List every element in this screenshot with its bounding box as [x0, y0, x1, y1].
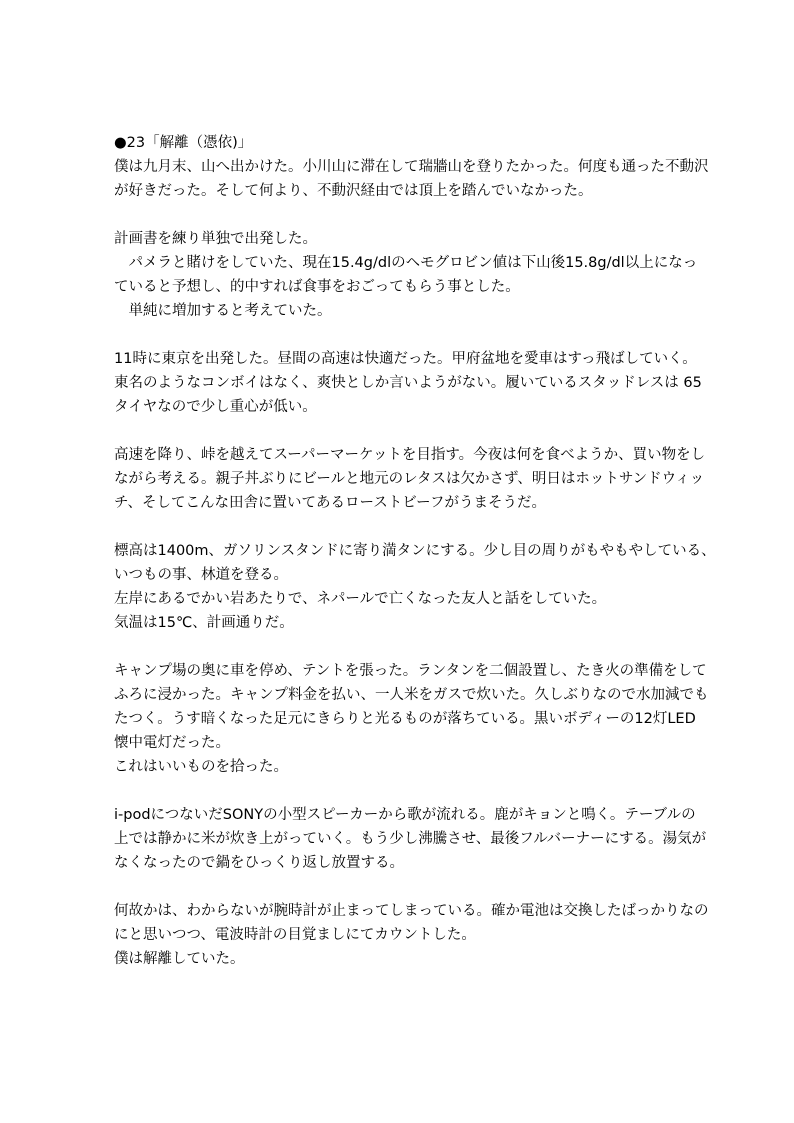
text-line: ていると予想し、的中すれば食事をおごってもらう事とした。	[114, 279, 520, 295]
text-line: が好きだった。そして何より、不動沢経由では頂上を踏んでいなかった。	[114, 183, 593, 199]
text-line: 気温は15℃、計画通りだ。	[114, 615, 294, 631]
text-line: 上では静かに米が炊き上がっていく。もう少し沸騰させ、最後フルバーナーにする。湯気が	[114, 831, 707, 847]
text-line: にと思いつつ、電波時計の目覚ましにてカウントした。	[114, 927, 476, 943]
text-line: 標高は1400m、ガソリンスタンドに寄り満タンにする。少し目の周りがもやもやしている、	[114, 543, 716, 559]
text-line: 懐中電灯だった。	[114, 735, 230, 751]
paragraph-spacer	[114, 635, 684, 659]
text-line: キャンプ場の奥に車を停め、テントを張った。ランタンを二個設置し、たき火の準備をして	[114, 663, 707, 679]
paragraph-spacer	[114, 419, 684, 443]
paragraph-spacer	[114, 323, 684, 347]
document-title: ●23「解離（憑依)」	[114, 135, 253, 151]
text-line: 単純に増加すると考えていた。	[114, 303, 332, 319]
text-line: 11時に東京を出発した。昼間の高速は快適だった。甲府盆地を愛車はすっ飛ばしていく。	[114, 351, 697, 367]
text-line: 僕は九月末、山へ出かけた。小川山に滞在して瑞牆山を登りたかった。何度も通った不動沢	[114, 159, 709, 175]
text-line: チ、そしてこんな田舎に置いてあるローストビーフがうまそうだ。	[114, 495, 546, 511]
paragraph-spacer	[114, 779, 684, 803]
text-line: 高速を降り、峠を越えてスーパーマーケットを目指す。今夜は何を食べようか、買い物をし	[114, 447, 706, 463]
paragraph-spacer	[114, 875, 684, 899]
text-line: 僕は解離していた。	[114, 951, 245, 967]
text-line: 計画書を練り単独で出発した。	[114, 231, 317, 247]
text-line: たつく。うす暗くなった足元にきらりと光るものが落ちている。黒いボディーの12灯LED	[114, 711, 696, 727]
text-line: いつもの事、林道を登る。	[114, 567, 288, 583]
text-line: タイヤなので少し重心が低い。	[114, 399, 317, 415]
text-line: 左岸にあるでかい岩あたりで、ネパールで亡くなった友人と話をしていた。	[114, 591, 607, 607]
text-line: ながら考える。親子丼ぶりにビールと地元のレタスは欠かさず、明日はホットサンドウィッ	[114, 471, 705, 487]
text-line: パメラと賭けをしていた、現在15.4g/dlのヘモグロビン値は下山後15.8g/dl以上になっ	[114, 255, 698, 271]
text-line: 何故かは、わからないが腕時計が止まってしまっている。確か電池は交換したばっかりなの	[114, 903, 709, 919]
text-line: なくなったので鍋をひっくり返し放置する。	[114, 855, 404, 871]
paragraph-spacer	[114, 203, 684, 227]
text-line: これはいいものを拾った。	[114, 759, 288, 775]
paragraph-spacer	[114, 515, 684, 539]
document-page	[114, 131, 716, 971]
text-line: 東名のようなコンボイはなく、爽快としか言いようがない。履いているスタッドレスは 65	[114, 375, 702, 391]
text-line: i-podにつないだSONYの小型スピーカーから歌が流れる。鹿がキョンと鳴く。テーブルの	[114, 807, 696, 823]
text-line: ふろに浸かった。キャンプ料金を払い、一人米をガスで炊いた。久しぶりなので水加減でも	[114, 687, 709, 703]
